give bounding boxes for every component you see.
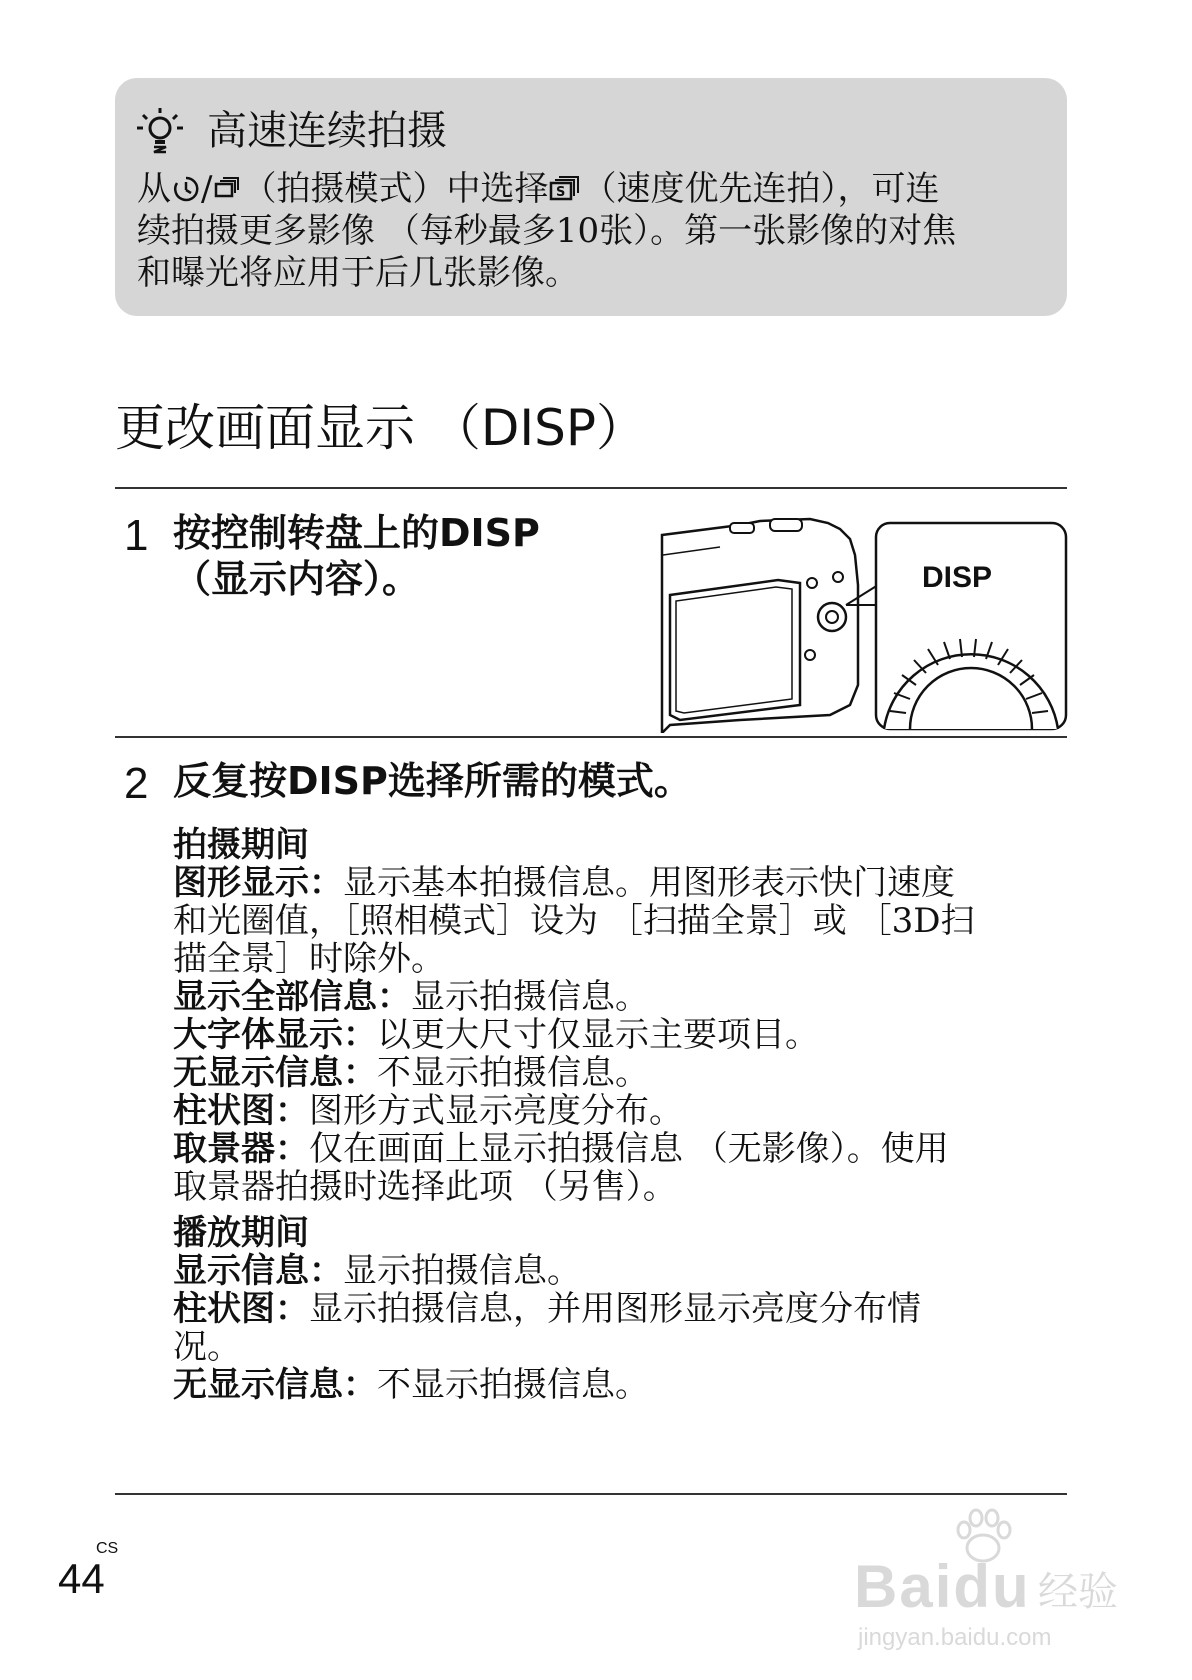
section-divider: [115, 487, 1067, 489]
step-1-line: （显示内容）。: [173, 557, 421, 601]
item-desc: 显示拍摄信息。: [343, 1251, 581, 1291]
item-desc: 显示基本拍摄信息。用图形表示快门速度: [343, 863, 955, 903]
tip-text: （拍摄模式）中选择: [242, 169, 549, 209]
watermark-url: jingyan.baidu.com: [858, 1624, 1052, 1651]
camera-disp-illustration: [660, 515, 1070, 733]
tip-text: 从: [137, 169, 171, 209]
page-number: 44: [58, 1555, 105, 1602]
section-title: 更改画面显示 （DISP）: [115, 399, 647, 457]
playback-item-no-info: [173, 1366, 1063, 1404]
shooting-item-no-info: [173, 1054, 1063, 1092]
watermark-brand: Baidu: [854, 1553, 1031, 1620]
item-desc: 以更大尺寸仅显示主要项目。: [377, 1015, 819, 1055]
item-desc: 取景器拍摄时选择此项 （另售）。: [173, 1167, 677, 1207]
svg-text:S: S: [556, 185, 566, 200]
shooting-item-viewfinder: [173, 1130, 1063, 1206]
shooting-item-graphic: [173, 864, 1063, 978]
disp-label: DISP: [922, 561, 993, 594]
tip-body: [137, 168, 1057, 294]
item-desc: 图形方式显示亮度分布。: [309, 1091, 683, 1131]
tip-line-2: 续拍摄更多影像 （每秒最多10张）。第一张影像的对焦: [137, 211, 957, 251]
step-divider: [115, 736, 1067, 738]
item-desc: 描全景］时除外。: [173, 939, 445, 979]
step-1-text: [173, 510, 540, 602]
shooting-heading: 拍摄期间: [173, 825, 309, 865]
mode-list: [173, 826, 1063, 1404]
item-term: 无显示信息：: [173, 1053, 377, 1093]
list-item: [173, 1130, 1063, 1168]
shooting-item-all-info: [173, 978, 1063, 1016]
item-term: 大字体显示：: [173, 1015, 377, 1055]
item-desc: 仅在画面上显示拍摄信息 （无影像）。使用: [309, 1129, 949, 1169]
baidu-watermark: [848, 1508, 1138, 1658]
item-term: 柱状图：: [173, 1289, 309, 1329]
item-desc: 显示拍摄信息。: [411, 977, 649, 1017]
item-desc: 显示拍摄信息，并用图形显示亮度分布情: [309, 1289, 921, 1329]
self-timer-icon: [171, 174, 201, 204]
item-term: 显示信息：: [173, 1251, 343, 1291]
item-desc: 况。: [173, 1327, 241, 1367]
tip-title: 高速连续拍摄: [207, 108, 447, 154]
playback-heading: 播放期间: [173, 1213, 309, 1253]
continuous-shooting-icon: [212, 174, 242, 204]
item-term: 显示全部信息：: [173, 977, 411, 1017]
watermark-jingyan: 经验: [1038, 1569, 1118, 1615]
playback-item-histogram: [173, 1290, 1063, 1366]
language-code: CS: [96, 1540, 119, 1557]
playback-item-info: [173, 1252, 1063, 1290]
item-term: 图形显示：: [173, 863, 343, 903]
item-desc: 不显示拍摄信息。: [377, 1053, 649, 1093]
tip-line-1: [137, 168, 1057, 210]
tip-text: （速度优先连拍），可连: [582, 169, 940, 209]
shooting-item-histogram: [173, 1092, 1063, 1130]
camera-back-drawing: [662, 519, 858, 733]
list-item: [173, 864, 1063, 902]
tip-text: /: [201, 169, 213, 209]
step-2-number: 2: [124, 759, 149, 808]
item-term: 柱状图：: [173, 1091, 309, 1131]
item-term: 取景器：: [173, 1129, 309, 1169]
tip-box: [115, 78, 1067, 316]
bottom-divider: [115, 1493, 1067, 1495]
item-term: 无显示信息：: [173, 1365, 377, 1405]
speed-priority-continuous-icon: [548, 174, 582, 204]
step-1-line: 按控制转盘上的DISP: [173, 511, 540, 555]
item-desc: 和光圈值，［照相模式］设为 ［扫描全景］或 ［3D扫: [173, 901, 975, 941]
tip-line-3: 和曝光将应用于后几张影像。: [137, 253, 579, 293]
step-2-text: 反复按DISP选择所需的模式。: [173, 759, 692, 803]
shooting-item-large-font: [173, 1016, 1063, 1054]
control-wheel-detail: [876, 523, 1066, 729]
lightbulb-icon: [137, 106, 183, 158]
step-1-number: 1: [124, 511, 149, 560]
item-desc: 不显示拍摄信息。: [377, 1365, 649, 1405]
list-item: [173, 1290, 1063, 1328]
